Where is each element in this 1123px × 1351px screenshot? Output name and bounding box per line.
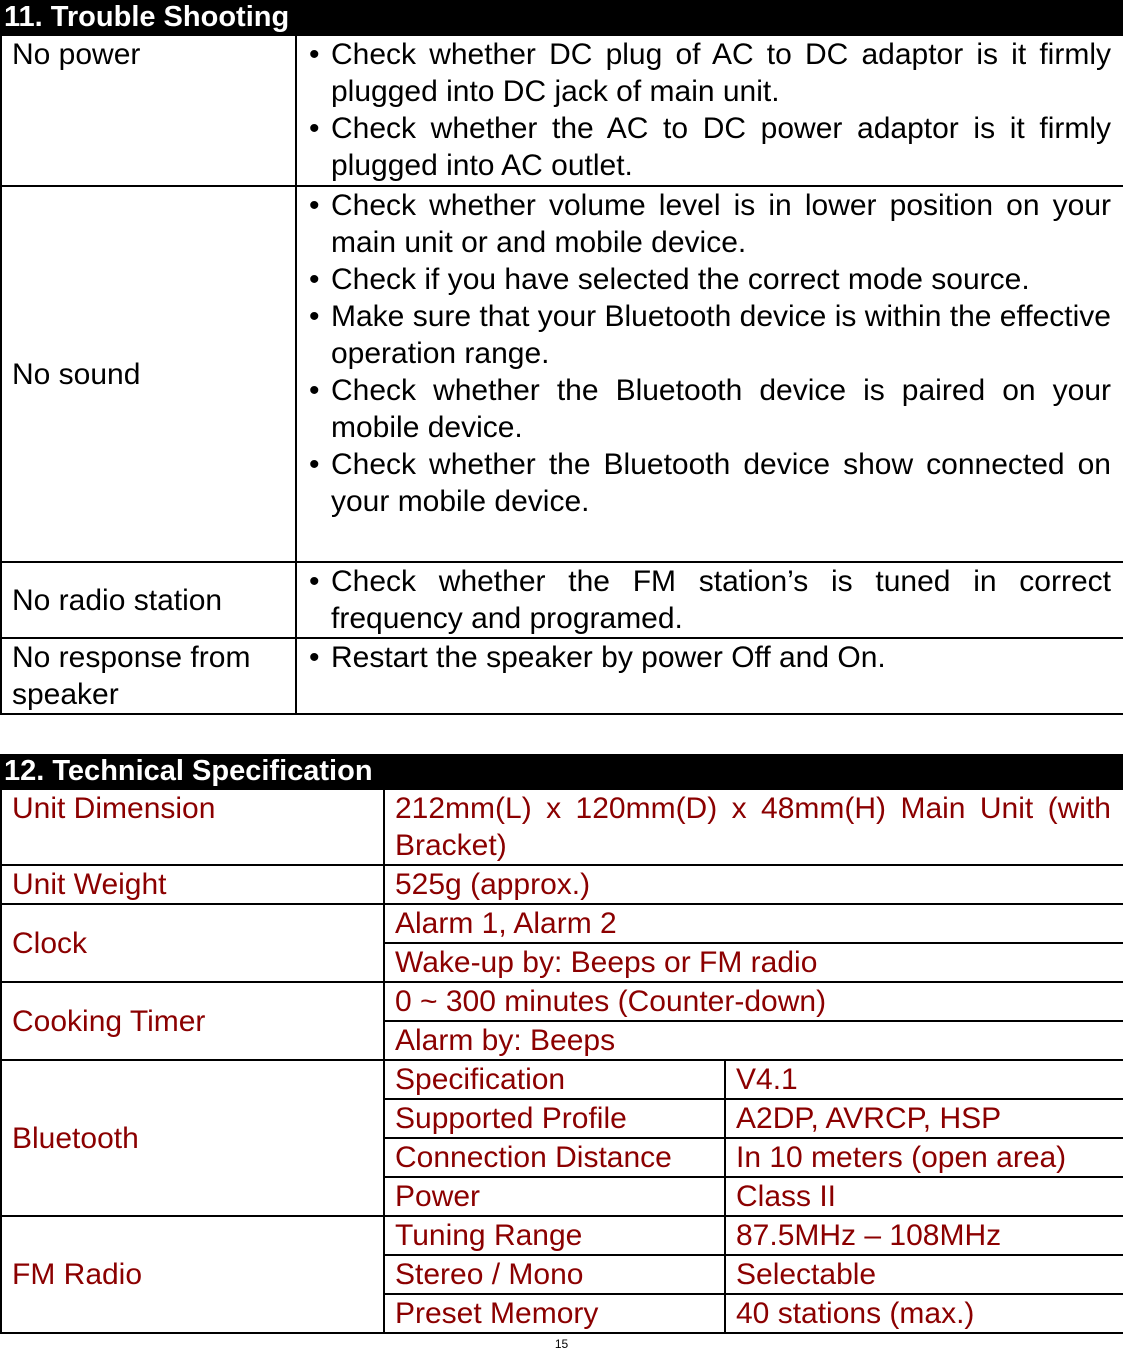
spec-label: Unit Dimension: [1, 789, 384, 865]
list-item: • Check whether the FM station’s is tuned in correct frequency and programed.: [307, 563, 1111, 637]
table-row: [1, 789, 1123, 865]
list-item: • Check whether the Bluetooth device is paired on your mobile device.: [307, 372, 1111, 446]
list-item: • Check whether volume level is in lower position on your main unit or and mobile device.: [307, 187, 1111, 261]
spec-subvalue: A2DP, AVRCP, HSP: [725, 1099, 1123, 1138]
spec-subname: Connection Distance: [384, 1138, 725, 1177]
issue-cell: No response from speaker: [1, 638, 296, 714]
spec-subname: Supported Profile: [384, 1099, 725, 1138]
spec-value: Alarm by: Beeps: [384, 1021, 1123, 1060]
list-item: • Check whether the AC to DC power adaptor is it firmly plugged into AC outlet.: [307, 110, 1111, 184]
spec-value: Alarm 1, Alarm 2: [384, 904, 1123, 943]
spec-value: Wake-up by: Beeps or FM radio: [384, 943, 1123, 982]
issue-cell: No power: [1, 35, 296, 186]
list-item: • Check whether the Bluetooth device show connected on your mobile device.: [307, 446, 1111, 520]
page-number: 15: [554, 1337, 569, 1351]
spec-label: Unit Weight: [1, 865, 384, 904]
spec-label: Bluetooth: [1, 1060, 384, 1216]
spec-subname: Preset Memory: [384, 1294, 725, 1333]
table-row: [1, 1216, 1123, 1255]
table-row: [1, 1060, 1123, 1099]
checks-cell: [296, 638, 1123, 714]
checks-cell: [296, 186, 1123, 562]
table-row: [1, 35, 1123, 186]
spec-subvalue: In 10 meters (open area): [725, 1138, 1123, 1177]
specification-table: [0, 788, 1123, 1334]
spec-subvalue: Selectable: [725, 1255, 1123, 1294]
list-item: • Make sure that your Bluetooth device is within the effective operation range.: [307, 298, 1111, 372]
list-item: • Check if you have selected the correct mode source.: [307, 261, 1111, 298]
table-row: [1, 186, 1123, 562]
spec-subname: Tuning Range: [384, 1216, 725, 1255]
spec-label: FM Radio: [1, 1216, 384, 1333]
spec-value: 0 ~ 300 minutes (Counter-down): [384, 982, 1123, 1021]
spec-subvalue: 87.5MHz – 108MHz: [725, 1216, 1123, 1255]
specification-heading: 12. Technical Specification: [0, 754, 1123, 788]
spec-subvalue: Class II: [725, 1177, 1123, 1216]
spec-subvalue: V4.1: [725, 1060, 1123, 1099]
table-row: [1, 638, 1123, 714]
troubleshooting-table: [0, 34, 1123, 715]
table-row: [1, 562, 1123, 638]
table-row: [1, 865, 1123, 904]
checks-cell: [296, 562, 1123, 638]
spec-subname: Power: [384, 1177, 725, 1216]
list-item: • Check whether DC plug of AC to DC adaptor is it firmly plugged into DC jack of main unit.: [307, 36, 1111, 110]
spec-subname: Stereo / Mono: [384, 1255, 725, 1294]
troubleshooting-heading: 11. Trouble Shooting: [0, 0, 1123, 34]
spec-value: 212mm(L) x 120mm(D) x 48mm(H) Main Unit (with Bracket): [384, 789, 1123, 865]
spec-value: 525g (approx.): [384, 865, 1123, 904]
table-row: [1, 904, 1123, 943]
checks-cell: [296, 35, 1123, 186]
issue-cell: No radio station: [1, 562, 296, 638]
list-item: • Restart the speaker by power Off and On.: [307, 639, 1111, 676]
spec-label: Clock: [1, 904, 384, 982]
spec-label: Cooking Timer: [1, 982, 384, 1060]
spec-subvalue: 40 stations (max.): [725, 1294, 1123, 1333]
spec-subname: Specification: [384, 1060, 725, 1099]
issue-cell: No sound: [1, 186, 296, 562]
table-row: [1, 982, 1123, 1021]
